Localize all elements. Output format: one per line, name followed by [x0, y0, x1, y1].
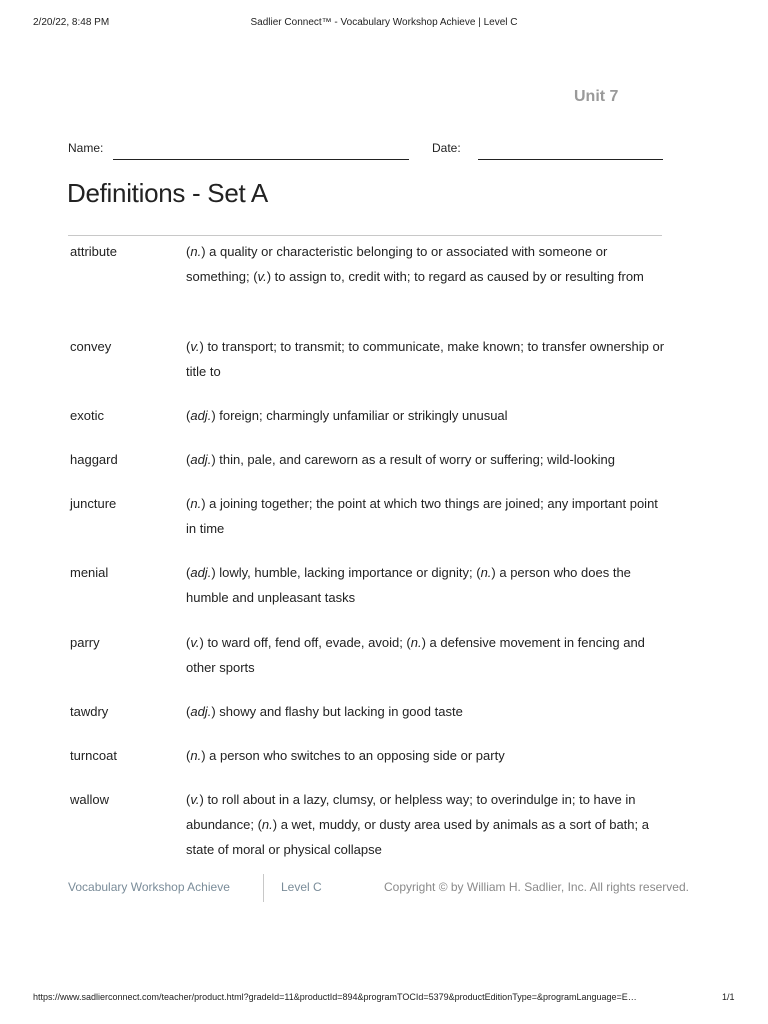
definition-text: [186, 334, 666, 384]
definition-text: [186, 787, 666, 862]
print-header: [0, 17, 768, 31]
definition-fragment: (: [186, 565, 191, 580]
definition-row: [70, 403, 670, 447]
definition-fragment: ) a person who does the humble and unpleasant tasks: [186, 565, 631, 605]
date-line: [478, 159, 663, 160]
footer-divider: [263, 874, 264, 902]
definition-text: [186, 560, 666, 610]
definition-term: parry: [70, 635, 100, 650]
definition-row: [70, 699, 670, 743]
definition-term: juncture: [70, 496, 117, 511]
definition-fragment: (: [186, 496, 191, 511]
part-of-speech: n.: [410, 635, 422, 650]
print-datetime: 2/20/22, 8:48 PM: [33, 17, 110, 28]
part-of-speech: v.: [190, 635, 200, 650]
definition-term: exotic: [70, 408, 104, 423]
definition-fragment: (: [186, 704, 191, 719]
part-of-speech: adj.: [190, 565, 212, 580]
part-of-speech: n.: [261, 817, 273, 832]
definition-row: [70, 560, 670, 630]
definition-fragment: ) foreign; charmingly unfamiliar or strikingly unusual: [211, 408, 508, 423]
definition-term: menial: [70, 565, 109, 580]
heading-divider: [68, 235, 662, 236]
definition-fragment: ) a defensive movement in fencing and other sports: [186, 635, 645, 675]
definition-fragment: ) a joining together; the point at which two things are joined; any important point in time: [186, 496, 658, 536]
definition-row: [70, 239, 670, 334]
definition-text: [186, 699, 666, 724]
date-label: Date:: [432, 141, 461, 155]
footer: [0, 878, 768, 902]
part-of-speech: n.: [190, 748, 202, 763]
part-of-speech: adj.: [190, 408, 212, 423]
part-of-speech: n.: [480, 565, 492, 580]
definition-term: haggard: [70, 452, 118, 467]
definition-term: convey: [70, 339, 112, 354]
page-title: Definitions - Set A: [67, 178, 268, 208]
definition-fragment: ) to roll about in a lazy, clumsy, or helpless way; to overindulge in; to have in abundance; (: [186, 792, 636, 832]
definition-row: [70, 334, 670, 403]
definition-row: [70, 743, 670, 787]
definition-term: tawdry: [70, 704, 109, 719]
footer-copyright: Copyright © by William H. Sadlier, Inc. All rights reserved.: [384, 880, 689, 894]
definition-text: [186, 491, 666, 541]
part-of-speech: v.: [257, 269, 267, 284]
definition-term: wallow: [70, 792, 110, 807]
definition-fragment: ) a quality or characteristic belonging to or associated with someone or something; (: [186, 244, 608, 284]
definition-text: [186, 403, 666, 428]
print-title: Sadlier Connect™ - Vocabulary Workshop Achieve | Level C: [250, 17, 518, 28]
definition-text: [186, 630, 666, 680]
definition-fragment: (: [186, 339, 191, 354]
definition-row: [70, 787, 670, 862]
definition-fragment: ) to assign to, credit with; to regard as caused by or resulting from: [266, 269, 644, 284]
part-of-speech: v.: [190, 339, 200, 354]
definition-fragment: (: [186, 408, 191, 423]
definition-text: [186, 447, 666, 472]
definition-fragment: (: [186, 792, 191, 807]
part-of-speech: v.: [190, 792, 200, 807]
footer-level: Level C: [281, 880, 322, 894]
part-of-speech: adj.: [190, 452, 212, 467]
definition-fragment: ) to transport; to transmit; to communicate, make known; to transfer ownership or title to: [186, 339, 665, 379]
definition-term: attribute: [70, 244, 117, 259]
part-of-speech: n.: [190, 244, 202, 259]
print-url: https://www.sadlierconnect.com/teacher/product.html?gradeId=11&productId=894&programTOCId=5379&productEditionType=&programLanguage=E…: [33, 992, 637, 1002]
definition-text: [186, 743, 666, 768]
definition-term: turncoat: [70, 748, 117, 763]
definition-fragment: ) showy and flashy but lacking in good taste: [211, 704, 463, 719]
definition-fragment: ) thin, pale, and careworn as a result of worry or suffering; wild-looking: [211, 452, 615, 467]
name-label: Name:: [68, 141, 104, 155]
definition-fragment: ) a wet, muddy, or dusty area used by animals as a sort of bath; a state of moral or physical collapse: [186, 817, 649, 857]
definitions-list: [70, 239, 670, 862]
definition-fragment: ) to ward off, fend off, evade, avoid; (: [199, 635, 411, 650]
print-footer: [0, 992, 768, 1006]
name-date-row: [68, 140, 668, 164]
footer-brand: Vocabulary Workshop Achieve: [68, 880, 230, 894]
definition-fragment: ) a person who switches to an opposing side or party: [201, 748, 505, 763]
definition-row: [70, 447, 670, 491]
definition-fragment: (: [186, 244, 191, 259]
print-page-number: 1/1: [722, 992, 735, 1002]
part-of-speech: adj.: [190, 704, 212, 719]
part-of-speech: n.: [190, 496, 202, 511]
definition-fragment: (: [186, 452, 191, 467]
definition-row: [70, 491, 670, 560]
unit-label: Unit 7: [574, 88, 619, 105]
definition-fragment: ) lowly, humble, lacking importance or dignity; (: [211, 565, 481, 580]
definition-text: [186, 239, 666, 289]
name-line: [113, 159, 409, 160]
definition-fragment: (: [186, 635, 191, 650]
definition-row: [70, 630, 670, 699]
definition-fragment: (: [186, 748, 191, 763]
